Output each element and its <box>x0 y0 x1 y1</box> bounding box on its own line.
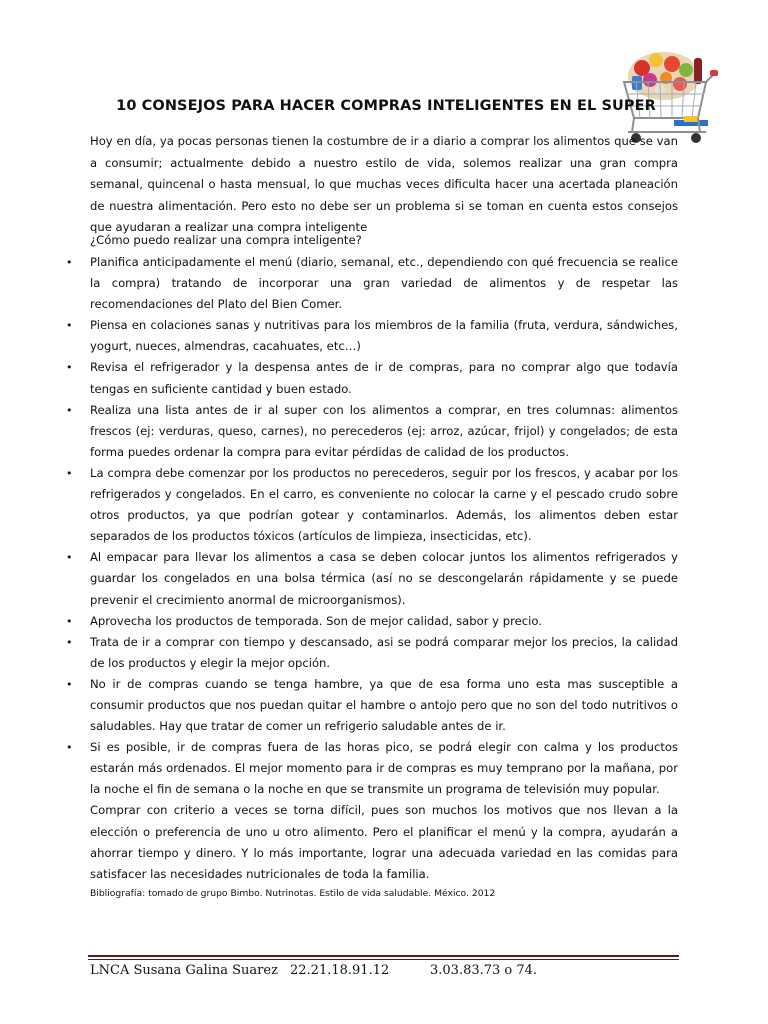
tip-item <box>66 674 678 737</box>
bullet-icon: • <box>66 614 73 628</box>
bullet-icon: • <box>66 256 73 269</box>
bullet-icon: • <box>66 551 73 565</box>
tip-item <box>66 463 678 547</box>
tip-item <box>66 315 678 357</box>
bullet-icon: • <box>66 635 73 649</box>
tip-text: Realiza una lista antes de ir al super con los alimentos a comprar, en tres columnas: alimentos frescos (ej: verduras, queso, carnes), no perecederos (ej: arroz, azúcar, frijol) y congelados; de esta forma puedes ordenar la compra para evitar pérdidas de calidad de los productos. <box>90 402 678 459</box>
tip-item <box>66 737 678 885</box>
tip-item <box>66 400 678 463</box>
footer-phone-1: 22.21.18.91.12 <box>290 963 390 978</box>
tip-text: Piensa en colaciones sanas y nutritivas para los miembros de la familia (fruta, verdura, sándwiches, yogurt, nueces, almendras, cacahuates, etc…) <box>90 318 678 354</box>
tip-text: Aprovecha los productos de temporada. Son de mejor calidad, sabor y precio. <box>90 613 542 628</box>
tip-text: No ir de compras cuando se tenga hambre, ya que de esa forma uno esta mas susceptible a consumir productos que nos puedan quitar el hambre o antojo pero que no son del todo nutritivos o saludables. Hay que tratar de comer un refrigerio saludable antes de ir. <box>90 676 678 734</box>
tip-item <box>66 632 678 674</box>
tip-text: Planifica anticipadamente el menú (diario, semanal, etc., dependiendo con qué frecuencia se realice la compra) tratando de incorporar una gran variedad de alimentos y de respetar las recomendaciones del Plato del Bien Comer. <box>90 255 678 312</box>
page-title: 10 CONSEJOS PARA HACER COMPRAS INTELIGENTES EN EL SUPER <box>116 98 656 114</box>
tip-text: Al empacar para llevar los alimentos a casa se deben colocar juntos los alimentos refrigerados y guardar los congelados en una bolsa térmica (así no se descongelarán rápidamente y se puede prevenir el crecimiento anormal de microorganismos). <box>90 550 678 607</box>
bullet-icon: • <box>66 677 73 691</box>
intro-paragraph: Hoy en día, ya pocas personas tienen la costumbre de ir a diario a comprar los alimentos que se van a consumir; actualmente debido a nuestro estilo de vida, solemos realizar una gran compra semanal, quincenal o hasta mensual, lo que muchas veces dificulta hacer una acertada planeación de nuestra alimentación. Pero esto no debe ser un problema si se toman en cuenta estos consejos que ayudaran a realizar una compra inteligente <box>90 134 678 234</box>
footer-phone-2: 3.03.83.73 o 74. <box>430 963 538 978</box>
footer-divider-thin <box>88 959 679 960</box>
tip-item <box>66 252 678 315</box>
tip-text: Trata de ir a comprar con tiempo y descansado, asi se podrá comparar mejor los precios, la calidad de los productos y elegir la mejor opción. <box>90 634 678 670</box>
bullet-icon: • <box>66 319 73 333</box>
closing-paragraph: Comprar con criterio a veces se torna difícil, pues son muchos los motivos que nos llevan a la elección o preferencia de uno u otro alimento. Pero el planificar el menú y la compra, ayudarán a ahorrar tiempo y dinero. Y lo más importante, lograr una adecuada variedad en las comidas para satisfacer las necesidades nutricionales de toda la familia. <box>90 803 678 881</box>
bibliography-note: Bibliografía: tomado de grupo Bimbo. Nutrinotas. Estilo de vida saludable. México. 2012 <box>90 888 496 899</box>
question-heading: ¿Cómo puedo realizar una compra inteligente? <box>90 233 362 247</box>
bullet-icon: • <box>66 361 73 375</box>
tip-item <box>66 547 678 610</box>
bullet-icon: • <box>66 466 73 480</box>
bullet-icon: • <box>66 403 73 417</box>
footer-divider <box>88 955 679 957</box>
tip-text: Si es posible, ir de compras fuera de las horas pico, se podrá elegir con calma y los productos estarán más ordenados. El mejor momento para ir de compras es muy temprano por la mañana, por la noche el fin de semana o la noche en que se transmite un programa de televisión muy popular. <box>90 740 678 797</box>
tip-text: La compra debe comenzar por los productos no perecederos, seguir por los frescos, y acabar por los refrigerados y congelados. En el carro, es conveniente no colocar la carne y el pescado crudo sobre otros productos, ya que podrían gotear y contaminarlos. Además, los alimentos deben estar separados de los productos tóxicos (artículos de limpieza, insecticidas, etc). <box>90 465 678 544</box>
tips-list <box>66 252 678 885</box>
tip-item <box>66 611 678 632</box>
tip-item <box>66 357 678 399</box>
tip-text: Revisa el refrigerador y la despensa antes de ir de compras, para no comprar algo que todavía tengas en suficiente cantidad y buen estado. <box>90 360 678 396</box>
bullet-icon: • <box>66 741 73 755</box>
footer-author: LNCA Susana Galina Suarez <box>90 963 278 978</box>
